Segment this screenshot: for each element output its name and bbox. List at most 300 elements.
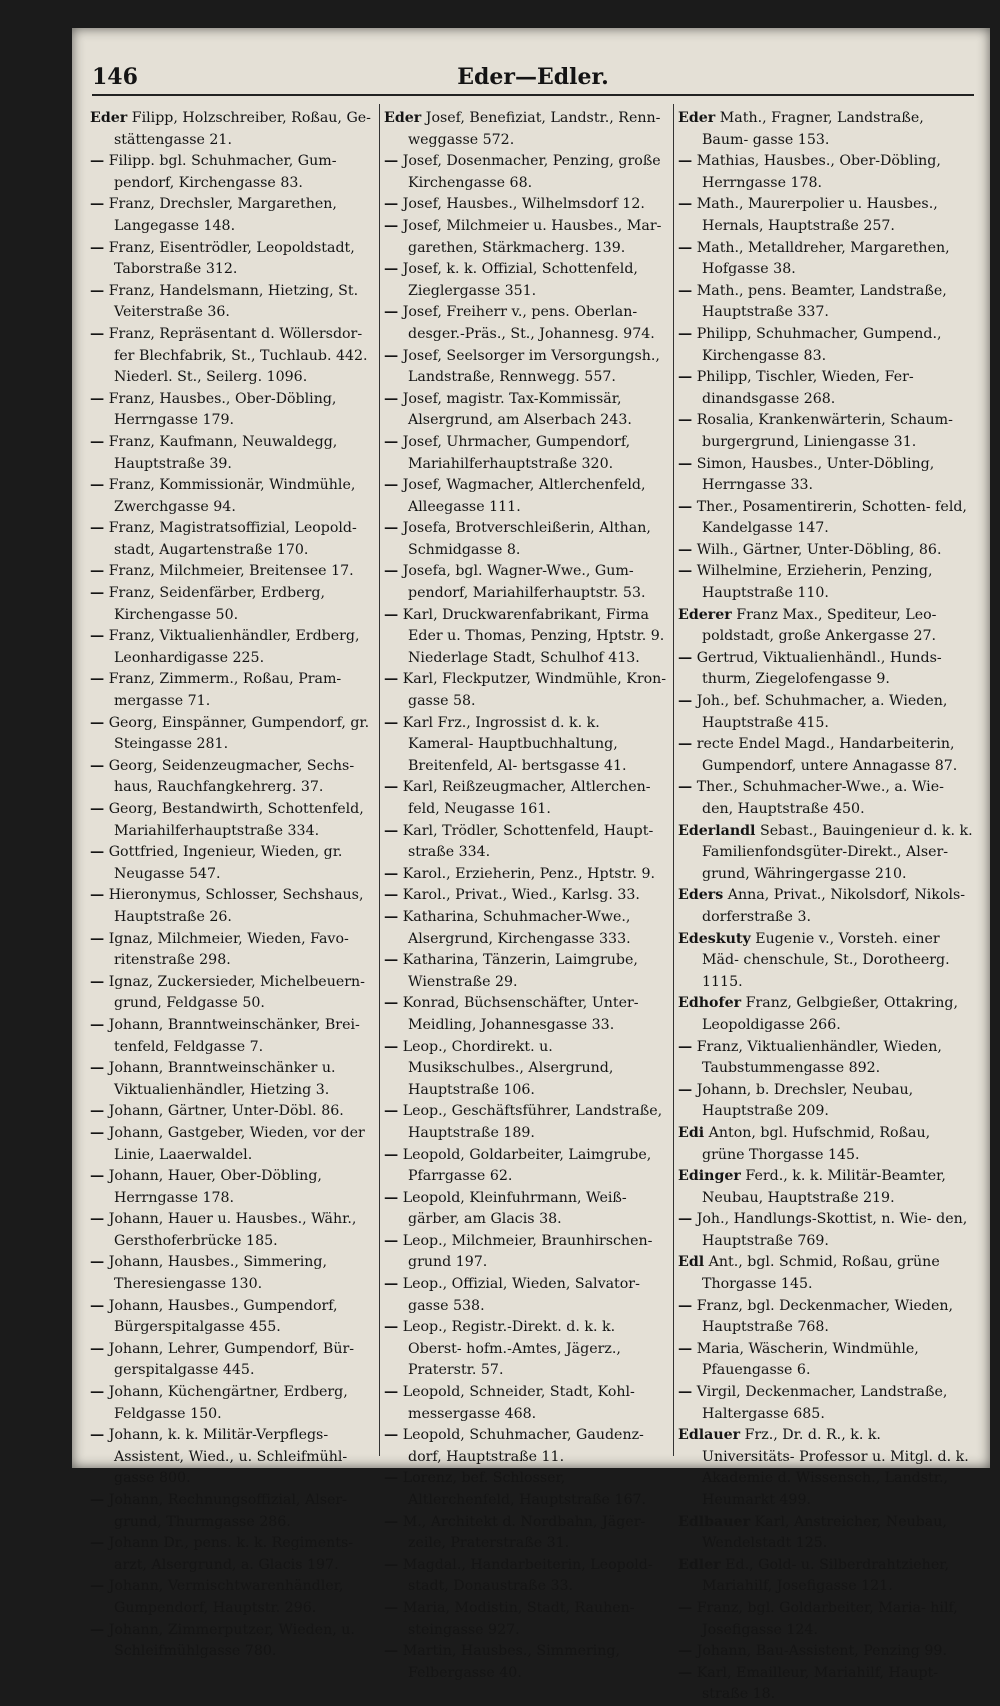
entry-details: Karl, Trödler, Schottenfeld, Haupt- straße 334.: [402, 822, 654, 861]
directory-entry: [384, 1188, 668, 1231]
entry-details: Maria, Modistin, Stadt, Rauhen- steingasse 927.: [402, 1599, 635, 1638]
directory-entry: [384, 108, 668, 151]
entry-details: Josef, Uhrmacher, Gumpendorf, Mariahilferhauptstraße 320.: [402, 433, 631, 472]
directory-entry: [90, 1490, 374, 1533]
directory-entry: [384, 950, 668, 993]
entry-surname: —: [678, 1340, 693, 1357]
directory-entry: [678, 238, 974, 281]
entry-details: Math., Maurerpolier u. Hausbes., Hernals, Hauptstraße 257.: [696, 196, 938, 234]
entry-details: Maria, Wäscherin, Windmühle, Pfauengasse 6.: [696, 1340, 919, 1379]
entry-details: Johann, Küchengärtner, Erdberg, Feldgasse 150.: [108, 1384, 348, 1422]
entry-details: Johann, Hauer, Ober-Döbling, Herrngasse 178.: [108, 1168, 322, 1206]
directory-entry: [384, 605, 668, 670]
directory-entry: [90, 713, 374, 756]
entry-surname: —: [384, 1103, 399, 1120]
entry-surname: —: [678, 412, 693, 429]
entry-surname: —: [90, 563, 105, 580]
directory-entry: [90, 389, 374, 432]
directory-entry: [90, 669, 374, 712]
entry-surname: Ederlandl: [678, 822, 756, 839]
directory-entry: [90, 1296, 374, 1339]
entry-details: Math., Fragner, Landstraße, Baum- gasse 153.: [702, 110, 924, 148]
entry-details: Konrad, Büchsenschäfter, Unter- Meidling, Johannesgasse 33.: [402, 995, 639, 1033]
entry-surname: Eder: [384, 110, 422, 126]
entry-surname: —: [384, 822, 399, 839]
entry-surname: —: [90, 1103, 105, 1120]
entry-surname: —: [90, 585, 105, 602]
entry-details: Katharina, Tänzerin, Laimgrube, Wienstraße 29.: [402, 952, 638, 990]
directory-entry: [678, 1382, 974, 1425]
entry-surname: —: [90, 1340, 105, 1357]
entry-surname: —: [90, 1578, 105, 1595]
directory-entry: [384, 1468, 668, 1511]
entry-surname: —: [678, 369, 693, 386]
entry-surname: —: [678, 325, 693, 342]
directory-entry: [678, 151, 974, 194]
directory-entry: [678, 734, 974, 777]
directory-entry: [384, 669, 668, 712]
entry-details: Karl, Anstreicher, Neubau, Wendelstadt 125.: [702, 1513, 947, 1552]
entry-surname: —: [384, 908, 399, 925]
entry-details: Johann, Hauer u. Hausbes., Währ., Gersthoferbrücke 185.: [108, 1211, 357, 1249]
entry-details: Ignaz, Zuckersieder, Michelbeuern- grund, Feldgasse 50.: [108, 973, 365, 1012]
entry-details: Johann, Gärtner, Unter-Döbl. 86.: [108, 1103, 344, 1120]
entry-surname: —: [90, 1384, 105, 1401]
entry-details: Philipp, Schuhmacher, Gumpend., Kirchengasse 83.: [696, 325, 942, 364]
directory-entry: [90, 108, 374, 151]
entry-details: Franz, Kaufmann, Neuwaldegg, Hauptstraße 39.: [108, 433, 338, 472]
directory-entry: [384, 1425, 668, 1468]
entry-surname: —: [678, 736, 693, 753]
directory-entry: [678, 885, 974, 928]
entry-details: Johann, Branntweinschänker u. Viktualienhändler, Hietzing 3.: [108, 1060, 336, 1098]
entry-surname: —: [90, 1016, 105, 1033]
entry-details: Leopold, Schneider, Stadt, Kohl- messergasse 468.: [402, 1384, 635, 1422]
entry-details: Leop., Chordirekt. u. Musikschulbes., Alsergrund, Hauptstraße 106.: [402, 1038, 614, 1098]
entry-details: Franz, bgl. Deckenmacher, Wieden, Hauptstraße 768.: [696, 1297, 954, 1336]
entry-surname: —: [90, 433, 105, 450]
entry-details: Leopold, Schuhmacher, Gaudenz- dorf, Hauptstraße 11.: [402, 1427, 644, 1465]
entry-surname: —: [90, 801, 105, 817]
directory-entry: [678, 194, 974, 237]
entry-surname: Edeskuty: [678, 930, 751, 947]
column-rule: [673, 104, 674, 1456]
entry-details: Franz, Drechsler, Margarethen, Langegasse 148.: [108, 196, 337, 234]
entry-surname: —: [678, 541, 693, 558]
directory-entry: [678, 993, 974, 1036]
directory-entry: [384, 864, 668, 886]
entry-surname: —: [90, 1168, 105, 1185]
entry-surname: —: [90, 477, 105, 494]
entry-details: Franz, Hausbes., Ober-Döbling, Herrngasse 179.: [108, 390, 337, 429]
entry-details: Franz Max., Spediteur, Leo- poldstadt, große Ankergasse 27.: [702, 606, 937, 645]
directory-entry: [90, 475, 374, 518]
entry-details: recte Endel Magd., Handarbeiterin, Gumpendorf, untere Annagasse 87.: [696, 736, 958, 774]
entry-details: Leop., Offizial, Wieden, Salvator- gasse 538.: [402, 1276, 640, 1314]
entry-surname: —: [90, 153, 105, 170]
entry-surname: —: [678, 1384, 693, 1401]
entry-details: Leop., Milchmeier, Braunhirschen- grund 197.: [402, 1232, 653, 1271]
entry-surname: —: [678, 1081, 693, 1098]
entry-details: Karol., Erzieherin, Penz., Hptstr. 9.: [402, 865, 656, 882]
entry-details: Ed., Gold- u. Silberdrahtzieher, Mariahilf, Josefigasse 121.: [702, 1556, 949, 1595]
entry-details: Filipp. bgl. Schuhmacher, Gum- pendorf, Kirchengasse 83.: [108, 153, 337, 191]
directory-entry: [90, 1101, 374, 1123]
entry-details: Josef, k. k. Offizial, Schottenfeld, Zieglergasse 351.: [402, 261, 638, 299]
entry-details: Franz, Zimmerm., Roßau, Pram- mergasse 71.: [108, 671, 342, 710]
entry-details: Josef, Seelsorger im Versorgungsh., Landstraße, Rennwegg. 557.: [402, 347, 660, 386]
directory-entry: [384, 907, 668, 950]
entry-details: Wilhelmine, Erzieherin, Penzing, Hauptstraße 110.: [696, 563, 933, 602]
entry-details: Eugenie v., Vorsteh. einer Mäd- chenschule, St., Dorotheerg. 1115.: [702, 930, 950, 990]
column-1: [90, 108, 374, 1663]
entry-details: Franz, Seidenfärber, Erdberg, Kirchengasse 50.: [108, 585, 325, 623]
directory-entry: [678, 1296, 974, 1339]
entry-surname: —: [90, 1427, 105, 1444]
directory-entry: [90, 929, 374, 972]
entry-details: Karol., Privat., Wied., Karlsg. 33.: [402, 887, 640, 904]
directory-entry: [90, 756, 374, 799]
entry-details: Philipp, Tischler, Wieden, Fer- dinandsgasse 268.: [696, 369, 914, 407]
entry-details: Rosalia, Krankenwärterin, Schaum- burgergrund, Liniengasse 31.: [696, 412, 953, 450]
directory-entry: [90, 1533, 374, 1576]
entry-details: Ferd., k. k. Militär-Beamter, Neubau, Hauptstraße 219.: [702, 1168, 946, 1206]
entry-surname: —: [90, 282, 105, 299]
column-rule: [379, 104, 380, 1456]
entry-details: Franz, Eisentrödler, Leopoldstadt, Taborstraße 312.: [108, 239, 355, 278]
entry-surname: —: [384, 995, 399, 1012]
entry-surname: —: [678, 282, 693, 299]
directory-entry: [90, 1576, 374, 1619]
entry-surname: —: [678, 498, 693, 515]
directory-entry: [384, 1555, 668, 1598]
directory-entry: [90, 1425, 374, 1490]
directory-entry: [90, 432, 374, 475]
directory-entry: [678, 1598, 974, 1641]
entry-surname: —: [384, 952, 399, 969]
entry-details: Filipp, Holzschreiber, Roßau, Ge- stättengasse 21.: [114, 110, 371, 148]
entry-surname: Edinger: [678, 1168, 741, 1185]
directory-entry: [90, 1058, 374, 1101]
entry-surname: —: [384, 1599, 399, 1616]
directory-entry: [90, 151, 374, 194]
entry-details: Johann, k. k. Militär-Verpflegs- Assistent, Wied., u. Schleifmühl- gasse 800.: [108, 1427, 348, 1487]
entry-surname: —: [90, 671, 105, 688]
entry-surname: Edler: [678, 1556, 721, 1573]
entry-details: Joh., bef. Schuhmacher, a. Wieden, Hauptstraße 415.: [696, 693, 948, 731]
entry-surname: —: [678, 153, 693, 170]
entry-details: Johann, Vermischtwarenhändler, Gumpendorf, Hauptstr. 296.: [108, 1578, 344, 1616]
directory-entry: [384, 1231, 668, 1274]
entry-surname: —: [384, 304, 399, 321]
directory-entry: [678, 1641, 974, 1663]
directory-page: [72, 28, 990, 1703]
directory-entry: [384, 259, 668, 302]
entry-surname: Edi: [678, 1124, 705, 1141]
entry-details: Ant., bgl. Schmid, Roßau, grüne Thorgasse 145.: [702, 1254, 940, 1293]
directory-entry: [90, 885, 374, 928]
entry-details: Katharina, Schuhmacher-Wwe., Alsergrund, Kirchengasse 333.: [402, 908, 631, 947]
entry-details: Josef, Milchmeier u. Hausbes., Mar- garethen, Stärkmacherg. 139.: [402, 217, 662, 256]
directory-entry: [384, 389, 668, 432]
directory-entry: [90, 194, 374, 237]
directory-entry: [678, 1166, 974, 1209]
entry-surname: Edl: [678, 1254, 705, 1271]
entry-details: Ignaz, Milchmeier, Wieden, Favo- ritenstraße 298.: [108, 930, 349, 969]
entry-surname: —: [384, 433, 399, 450]
entry-details: Karl, Emailleur, Mariahilf, Haupt- straße 18.: [696, 1664, 939, 1703]
directory-entry: [384, 993, 668, 1036]
directory-entry: [90, 1166, 374, 1209]
directory-entry: [90, 1015, 374, 1058]
entry-surname: —: [384, 1470, 399, 1487]
directory-entry: [384, 777, 668, 820]
entry-surname: —: [384, 865, 399, 882]
entry-surname: —: [90, 390, 105, 407]
running-head: Eder—Edler.: [457, 64, 609, 90]
directory-entry: [678, 540, 974, 562]
directory-entry: [384, 1641, 668, 1684]
entry-surname: —: [384, 1232, 399, 1249]
directory-entry: [384, 518, 668, 561]
directory-entry: [90, 518, 374, 561]
entry-surname: —: [90, 714, 105, 731]
entry-surname: —: [678, 1038, 693, 1055]
entry-surname: —: [90, 844, 105, 861]
entry-details: Franz, Repräsentant d. Wöllersdor- fer Blechfabrik, St., Tuchlaub. 442. Niederl. St., Seilerg. 1096.: [108, 325, 368, 386]
entry-surname: —: [384, 1189, 399, 1206]
directory-entry: [384, 1598, 668, 1641]
entry-details: Ther., Schuhmacher-Wwe., a. Wie- den, Hauptstraße 450.: [696, 779, 944, 817]
directory-entry: [90, 1339, 374, 1382]
entry-surname: —: [678, 693, 693, 710]
entry-surname: —: [90, 973, 105, 990]
entry-details: Anna, Privat., Nikolsdorf, Nikols- dorferstraße 3.: [702, 887, 966, 925]
entry-surname: —: [90, 628, 105, 645]
entry-surname: —: [384, 1384, 399, 1401]
entry-surname: —: [384, 714, 399, 731]
entry-details: Johann, Branntweinschänker, Brei- tenfeld, Feldgasse 7.: [108, 1016, 360, 1055]
entry-details: Georg, Einspänner, Gumpendorf, gr. Steingasse 281.: [108, 714, 370, 753]
entry-details: Wilh., Gärtner, Unter-Döbling, 86.: [696, 541, 942, 558]
directory-entry: [90, 583, 374, 626]
entry-surname: —: [384, 1319, 399, 1336]
entry-details: Josef, Hausbes., Wilhelmsdorf 12.: [402, 196, 645, 213]
directory-entry: [678, 691, 974, 734]
entry-surname: Eders: [678, 887, 724, 904]
directory-entry: [678, 605, 974, 648]
entry-details: Karl Frz., Ingrossist d. k. k. Kameral- Hauptbuchhaltung, Breitenfeld, Al- bertsgasse 41.: [402, 714, 627, 774]
entry-details: Magdal., Handarbeiterin, Leopold- stadt, Donaustraße 33.: [402, 1556, 653, 1595]
directory-entry: [678, 777, 974, 820]
entry-details: Josef, Wagmacher, Altlerchenfeld, Alleegasse 111.: [402, 477, 646, 515]
entry-surname: —: [384, 477, 399, 494]
entry-details: Karl, Fleckputzer, Windmühle, Kron- gasse 58.: [402, 671, 667, 710]
entry-surname: —: [90, 1211, 105, 1228]
entry-details: Johann, Hausbes., Gumpendorf, Bürgerspitalgasse 455.: [108, 1297, 338, 1336]
entry-details: Johann Dr., pens. k. k. Regiments- arzt, Alsergrund, a. Glacis 197.: [108, 1535, 354, 1573]
entry-surname: —: [90, 1124, 105, 1141]
entry-surname: —: [384, 261, 399, 278]
directory-entry: [384, 1382, 668, 1425]
entry-details: Math., pens. Beamter, Landstraße, Hauptstraße 337.: [696, 282, 947, 321]
entry-details: Virgil, Deckenmacher, Landstraße, Haltergasse 685.: [696, 1384, 948, 1422]
entry-surname: —: [384, 1427, 399, 1444]
entry-details: Gottfried, Ingenieur, Wieden, gr. Neugasse 547.: [108, 844, 343, 882]
directory-entry: [384, 561, 668, 604]
directory-entry: [90, 1123, 374, 1166]
entry-surname: Eder: [90, 110, 128, 126]
entry-details: Johann, Hausbes., Simmering, Theresiengasse 130.: [108, 1254, 327, 1293]
entry-details: Johann, b. Drechsler, Neubau, Hauptstraße 209.: [696, 1081, 914, 1120]
entry-details: Leopold, Goldarbeiter, Laimgrube, Pfarrgasse 62.: [402, 1146, 652, 1185]
directory-entry: [384, 713, 668, 778]
entry-details: Franz, Milchmeier, Breitensee 17.: [108, 563, 354, 580]
entry-details: Franz, Magistratsoffizial, Leopold- stadt, Augartenstraße 170.: [108, 520, 357, 558]
entry-details: Josefa, Brotverschleißerin, Althan, Schmidgasse 8.: [402, 520, 651, 558]
entry-surname: —: [384, 779, 399, 796]
entry-surname: —: [384, 563, 399, 580]
directory-entry: [678, 367, 974, 410]
directory-entry: [384, 475, 668, 518]
entry-details: Frz., Dr. d. R., k. k. Universitäts- Professor u. Mitgl. d. k. Akademie d. Wissensch., Landstr., Heumarkt 499.: [702, 1427, 969, 1508]
entry-surname: Edlbauer: [678, 1513, 751, 1530]
entry-surname: —: [384, 671, 399, 688]
entry-surname: —: [678, 563, 693, 580]
entry-surname: —: [90, 1535, 105, 1552]
directory-entry: [678, 929, 974, 994]
entry-details: Franz, Viktualienhändler, Erdberg, Leonhardigasse 225.: [108, 628, 360, 666]
entry-surname: —: [678, 649, 693, 666]
column-3: [678, 108, 974, 1706]
directory-entry: [90, 1382, 374, 1425]
directory-entry: [678, 821, 974, 886]
directory-entry: [384, 1274, 668, 1317]
entry-surname: —: [90, 1297, 105, 1314]
entry-surname: —: [384, 196, 399, 213]
entry-details: Leop., Registr.-Direkt. d. k. k. Oberst- hofm.-Amtes, Jägerz., Praterstr. 57.: [402, 1319, 621, 1379]
page-number: 146: [92, 64, 138, 90]
directory-entry: [90, 1620, 374, 1663]
entry-surname: —: [90, 196, 105, 213]
directory-entry: [678, 1339, 974, 1382]
entry-details: Leop., Geschäftsführer, Landstraße, Hauptstraße 189.: [402, 1103, 663, 1141]
entry-surname: —: [678, 1211, 693, 1228]
entry-details: Ther., Posamentirerin, Schotten- feld, Kandelgasse 147.: [696, 498, 967, 537]
directory-entry: [384, 302, 668, 345]
entry-details: Johann, Rechnungsoffizial, Alser- grund, Thurmgasse 286.: [108, 1492, 347, 1530]
entry-details: Hieronymus, Schlosser, Sechshaus, Hauptstraße 26.: [108, 887, 364, 925]
entry-surname: Ederer: [678, 606, 732, 623]
entry-details: Anton, bgl. Hufschmid, Roßau, grüne Thorgasse 145.: [702, 1124, 931, 1163]
directory-entry: [384, 216, 668, 259]
directory-entry: [678, 324, 974, 367]
directory-entry: [384, 1037, 668, 1102]
entry-details: Simon, Hausbes., Unter-Döbling, Herrngasse 33.: [696, 455, 935, 494]
entry-surname: —: [384, 520, 399, 537]
directory-entry: [90, 1252, 374, 1295]
directory-entry: [678, 1037, 974, 1080]
entry-surname: —: [678, 455, 693, 472]
entry-details: Karl, Druckwarenfabrikant, Firma Eder u. Thomas, Penzing, Hptstr. 9. Niederlage Stadt, Schulhof 413.: [402, 606, 665, 666]
entry-details: Johann, Gastgeber, Wieden, vor der Linie, Laaerwaldel.: [108, 1124, 365, 1163]
directory-entry: [678, 1123, 974, 1166]
entry-details: Franz, bgl. Goldarbeiter, Maria- hilf, Josefigasse 124.: [696, 1599, 958, 1638]
directory-entry: [90, 561, 374, 583]
entry-details: Franz, Viktualienhändler, Wieden, Taubstummengasse 892.: [696, 1038, 942, 1077]
entry-surname: —: [384, 390, 399, 407]
entry-surname: —: [384, 1146, 399, 1163]
entry-details: Josefa, bgl. Wagner-Wwe., Gum- pendorf, Mariahilferhauptstr. 53.: [402, 563, 646, 602]
entry-surname: —: [90, 887, 105, 904]
entry-surname: —: [384, 1276, 399, 1293]
entry-surname: —: [384, 887, 399, 904]
entry-surname: —: [90, 1060, 105, 1077]
directory-entry: [90, 1209, 374, 1252]
entry-details: Sebast., Bauingenieur d. k. k. Familienfondsgüter-Direkt., Alser- grund, Währingergasse 210.: [702, 822, 973, 882]
column-2: [384, 108, 668, 1684]
entry-details: M., Architekt d. Nordbahn, Jäger- zeile, Praterstraße 31.: [402, 1513, 646, 1552]
entry-surname: —: [384, 217, 399, 234]
entry-surname: —: [678, 1297, 693, 1314]
entry-surname: —: [384, 1556, 399, 1573]
directory-entry: [90, 972, 374, 1015]
entry-details: Karl, Reißzeugmacher, Altlerchen- feld, Neugasse 161.: [402, 779, 651, 817]
entry-details: Josef, Dosenmacher, Penzing, große Kirchengasse 68.: [402, 153, 661, 191]
directory-entry: [678, 561, 974, 604]
entry-surname: —: [678, 779, 693, 796]
directory-entry: [90, 799, 374, 842]
directory-entry: [90, 238, 374, 281]
entry-surname: —: [90, 520, 105, 537]
directory-entry: [384, 1145, 668, 1188]
entry-details: Franz, Kommissionär, Windmühle, Zwerchgasse 94.: [108, 477, 356, 515]
directory-entry: [384, 432, 668, 475]
entry-surname: —: [384, 1513, 399, 1530]
directory-entry: [678, 1555, 974, 1598]
entry-surname: —: [90, 1254, 105, 1271]
entry-surname: —: [678, 1599, 693, 1616]
directory-entry: [678, 410, 974, 453]
entry-details: Gertrud, Viktualienhändl., Hunds- thurm, Ziegelofengasse 9.: [696, 649, 942, 688]
directory-entry: [90, 324, 374, 389]
entry-details: Joh., Handlungs-Skottist, n. Wie- den, Hauptstraße 769.: [696, 1211, 968, 1249]
directory-entry: [90, 626, 374, 669]
directory-entry: [678, 1663, 974, 1706]
directory-entry: [678, 648, 974, 691]
entry-details: Georg, Bestandwirth, Schottenfeld, Mariahilferhauptstraße 334.: [108, 801, 364, 839]
directory-entry: [678, 1425, 974, 1511]
directory-entry: [384, 885, 668, 907]
directory-entry: [678, 281, 974, 324]
entry-details: Johann, Bau-Assistent, Penzing 99.: [696, 1643, 947, 1660]
entry-details: Georg, Seidenzeugmacher, Sechs- haus, Rauchfangkehrerg. 37.: [108, 757, 355, 796]
entry-surname: Eder: [678, 110, 716, 126]
directory-entry: [678, 1209, 974, 1252]
directory-entry: [678, 108, 974, 151]
entry-surname: Edhofer: [678, 995, 742, 1012]
entry-surname: —: [384, 606, 399, 623]
entry-details: Lorenz, bef. Schlosser, Altlerchenfeld, Hauptstraße 167.: [402, 1470, 647, 1508]
entry-details: Johann, Lehrer, Gumpendorf, Bür- gerspitalgasse 445.: [108, 1340, 355, 1379]
directory-entry: [678, 1080, 974, 1123]
entry-details: Franz, Handelsmann, Hietzing, St. Veiterstraße 36.: [108, 282, 359, 321]
entry-details: Johann, Zimmerputzer, Wieden, u. Schleifmühlgasse 780.: [108, 1621, 355, 1660]
entry-surname: —: [678, 196, 693, 213]
entry-surname: —: [90, 930, 105, 947]
entry-details: Leopold, Kleinfuhrmann, Weiß- gärber, am Glacis 38.: [402, 1189, 627, 1228]
entry-surname: —: [90, 325, 105, 342]
